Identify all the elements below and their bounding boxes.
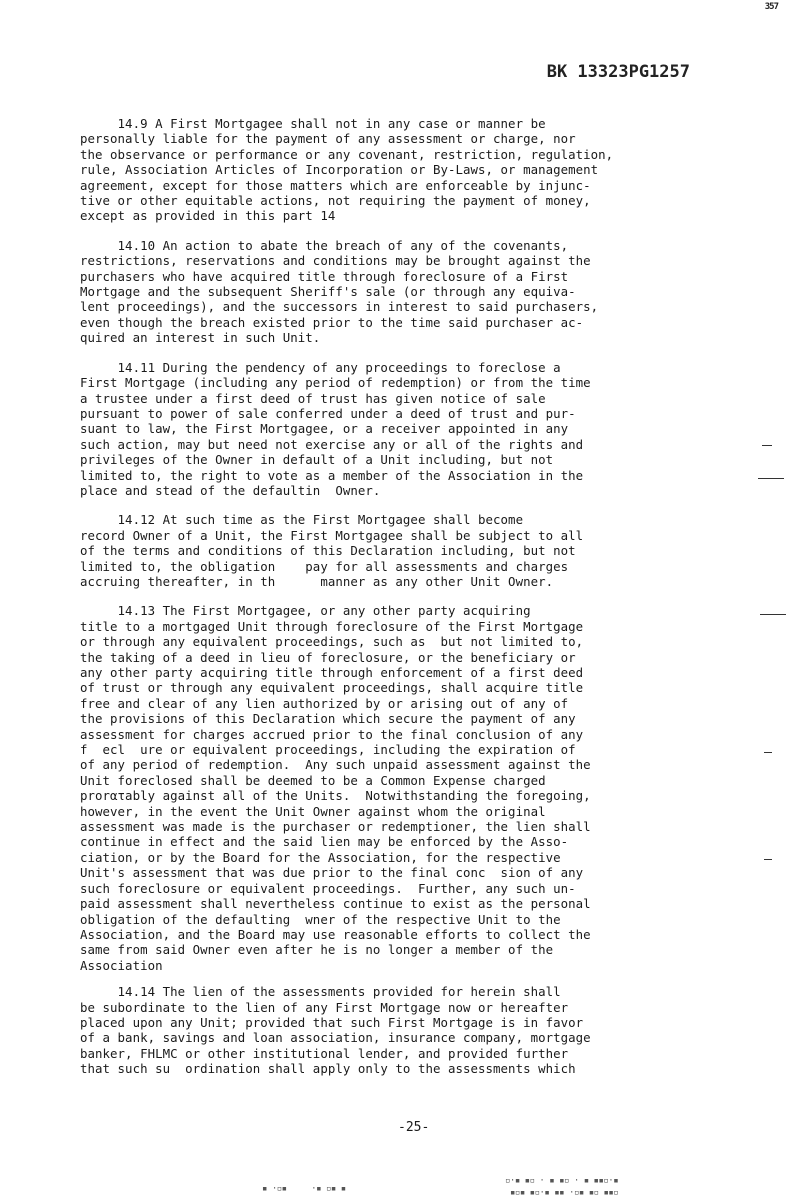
- text-line: personally liable for the payment of any assessment or charge, nor: [80, 131, 576, 147]
- text-line: be subordinate to the lien of any First Mortgage now or hereafter: [80, 999, 569, 1015]
- text-line: placed upon any Unit; provided that such First Mortgage is in favor: [80, 1014, 584, 1030]
- text-line: same from said Owner even after he is no longer a member of the: [80, 942, 554, 958]
- text-line: continue in effect and the said lien may be enforced by the Asso-: [80, 834, 569, 850]
- text-line: assessment for charges accrued prior to the final conclusion of any: [80, 726, 584, 742]
- text-line: ciation, or by the Board for the Association, for the respective: [80, 849, 561, 865]
- text-line: paid assessment shall nevertheless continue to exist as the personal: [80, 896, 591, 912]
- text-line: purchasers who have acquired title through foreclosure of a First: [80, 268, 569, 284]
- paragraph-14-13: [80, 603, 720, 973]
- text-line: restrictions, reservations and conditions may be brought against the: [80, 253, 591, 269]
- text-line: such action, may but need not exercise any or all of the rights and: [80, 436, 584, 452]
- text-line: free and clear of any lien authorized by or arising out of any of: [80, 695, 569, 711]
- text-line: privileges of the Owner in default of a Unit including, but not: [80, 452, 554, 468]
- text-line: prorατably against all of the Units. Notwithstanding the foregoing,: [80, 788, 591, 804]
- text-line: such foreclosure or equivalent proceedings. Further, any such un-: [80, 880, 576, 896]
- text-line: banker, FHLMC or other institutional lender, and provided further: [80, 1045, 569, 1061]
- text-line: accruing thereafter, in th manner as any other Unit Owner.: [80, 573, 554, 589]
- text-line: Mortgage and the subsequent Sheriff's sale (or through any equiva-: [80, 284, 576, 300]
- margin-mark: [764, 752, 772, 753]
- text-line: even though the breach existed prior to the time said purchaser ac-: [80, 314, 584, 330]
- text-line: or through any equivalent proceedings, such as but not limited to,: [80, 634, 584, 650]
- text-line: record Owner of a Unit, the First Mortgagee shall be subject to all: [80, 527, 584, 543]
- text-line: except as provided in this part 14: [80, 208, 336, 224]
- text-line: 14.14 The lien of the assessments provided for herein shall: [80, 984, 561, 1000]
- text-line: of a bank, savings and loan association, insurance company, mortgage: [80, 1030, 591, 1046]
- text-line: 14.11 During the pendency of any proceedings to foreclose a: [80, 359, 561, 375]
- text-line: a trustee under a first deed of trust has given notice of sale: [80, 390, 546, 406]
- text-line: limited to, the obligation pay for all assessments and charges: [80, 558, 569, 574]
- text-line: rule, Association Articles of Incorporation or By-Laws, or management: [80, 162, 599, 178]
- text-line: title to a mortgaged Unit through foreclosure of the First Mortgage: [80, 618, 584, 634]
- text-line: of trust or through any equivalent proceedings, shall acquire title: [80, 680, 584, 696]
- margin-mark: [762, 445, 772, 446]
- text-line: 14.12 At such time as the First Mortgagee shall become: [80, 512, 524, 528]
- text-line: that such su ordination shall apply only to the assessments which: [80, 1061, 576, 1077]
- text-line: 14.9 A First Mortgagee shall not in any case or manner be: [80, 116, 546, 131]
- paragraph-14-14: [80, 984, 720, 1076]
- text-line: of the terms and conditions of this Declaration including, but not: [80, 543, 576, 559]
- margin-mark: [764, 859, 772, 860]
- text-line: Association, and the Board may use reasonable efforts to collect the: [80, 926, 591, 942]
- text-line: the observance or performance or any covenant, restriction, regulation,: [80, 146, 614, 162]
- text-line: suant to law, the First Mortgagee, or a receiver appointed in any: [80, 421, 569, 437]
- text-line: tive or other equitable actions, not requiring the payment of money,: [80, 193, 591, 209]
- text-line: f ecl ure or equivalent proceedings, including the expiration of: [80, 742, 576, 758]
- text-line: the taking of a deed in lieu of foreclosure, or the beneficiary or: [80, 649, 576, 665]
- text-line: Association: [80, 957, 163, 973]
- scan-noise: ▪ ·▫▪ ·▪ ▫▪ ▪: [262, 1184, 346, 1194]
- text-line: agreement, except for those matters which are enforceable by injunc-: [80, 177, 591, 193]
- paragraph-14-10: [80, 238, 720, 346]
- text-line: assessment was made is the purchaser or redemptioner, the lien shall: [80, 819, 591, 835]
- margin-mark: [760, 614, 786, 615]
- text-line: place and stead of the defaultin Owner.: [80, 482, 381, 498]
- text-line: any other party acquiring title through enforcement of a first deed: [80, 665, 584, 680]
- corner-mark: 357: [764, 2, 778, 12]
- paragraph-14-12: [80, 512, 720, 589]
- margin-mark: [758, 478, 784, 479]
- text-line: quired an interest in such Unit.: [80, 330, 321, 346]
- book-page-reference: BK 13323PG1257: [546, 62, 690, 82]
- text-line: Unit's assessment that was due prior to the final conc sion of any: [80, 865, 584, 881]
- text-line: First Mortgage (including any period of redemption) or from the time: [80, 375, 591, 391]
- scan-noise: ▫·▪ ▪▫ · ▪ ▪▫ · ▪ ▪▪▫·▪: [505, 1176, 619, 1186]
- page-number: -25-: [398, 1120, 430, 1135]
- text-line: 14.13 The First Mortgagee, or any other party acquiring: [80, 603, 531, 619]
- text-line: the provisions of this Declaration which secure the payment of any: [80, 711, 576, 727]
- document-body: [80, 116, 720, 1091]
- paragraph-14-9: [80, 116, 720, 224]
- text-line: lent proceedings), and the successors in interest to said purchasers,: [80, 299, 599, 315]
- text-line: of any period of redemption. Any such unpaid assessment against the: [80, 757, 591, 773]
- text-line: 14.10 An action to abate the breach of any of the covenants,: [80, 237, 569, 253]
- text-line: limited to, the right to vote as a member of the Association in the: [80, 467, 584, 483]
- text-line: obligation of the defaulting wner of the respective Unit to the: [80, 911, 561, 927]
- text-line: Unit foreclosed shall be deemed to be a Common Expense charged: [80, 772, 546, 788]
- paragraph-14-11: [80, 360, 720, 499]
- scan-noise: ▪▫▪ ▪▫·▪ ▪▪ ·▫▪ ▪▫ ▪▪▫: [510, 1188, 619, 1198]
- text-line: pursuant to power of sale conferred under a deed of trust and pur-: [80, 405, 576, 421]
- text-line: however, in the event the Unit Owner against whom the original: [80, 803, 546, 819]
